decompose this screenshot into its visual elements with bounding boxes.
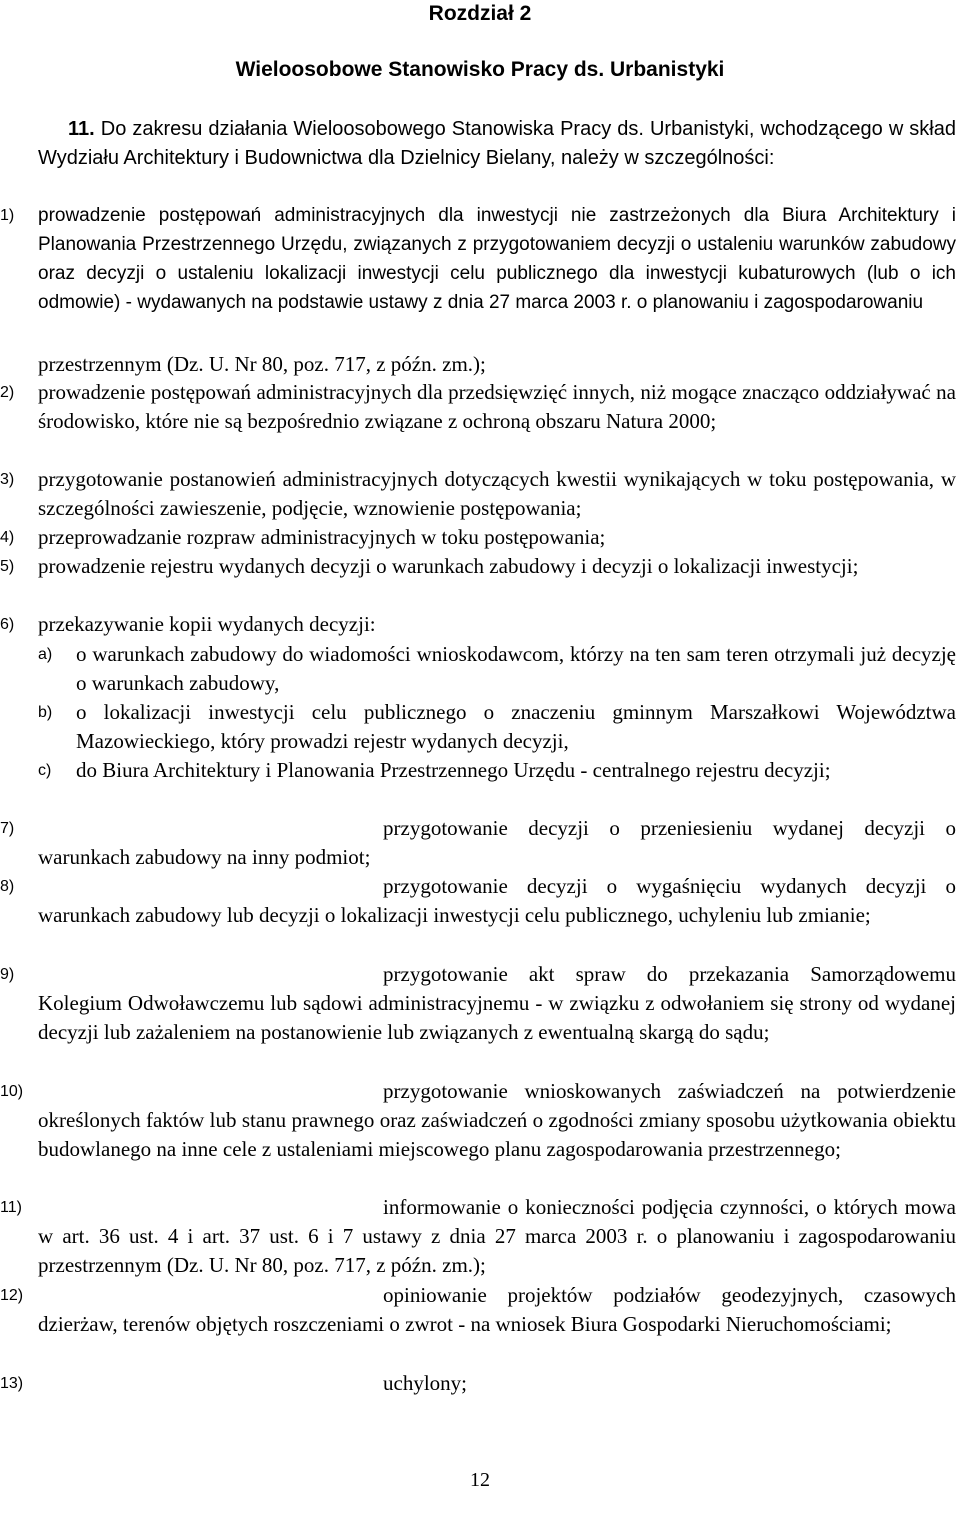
sub-list-item-letter: a): [38, 646, 53, 663]
list-item-text: przygotowanie postanowień administracyjnych dotyczących kwestii wynikających w toku postępowania, w szczególności zawieszenie, podjęcie, wznowienie postępowania;: [38, 467, 956, 520]
list-item-text: przygotowanie akt spraw do przekazania: [383, 962, 790, 986]
sub-list-item-letter: c): [38, 762, 52, 779]
sub-list-item: [38, 640, 956, 698]
list-item-number: 10): [0, 1083, 24, 1100]
list-item-text: uchylony;: [383, 1371, 467, 1395]
list-item-text: przeprowadzanie rozpraw administracyjnych w toku postępowania;: [38, 525, 606, 549]
list-item: [0, 814, 957, 872]
sub-list-item-text: do Biura Architektury i Planowania Przestrzennego Urzędu - centralnego rejestru decyzji;: [76, 758, 831, 782]
list-item-number: 1): [0, 207, 15, 224]
list-item: [0, 1193, 956, 1280]
list-item-text: przestrzennym (Dz. U. Nr 80, poz. 717, z późn. zm.);: [38, 352, 486, 376]
sub-list-item-letter: b): [38, 704, 53, 721]
list-item: [0, 960, 956, 1047]
list-item-text: informowanie o konieczności podjęcia czynności, o: [383, 1195, 827, 1219]
list-item: [0, 872, 956, 930]
section-number: 11.: [68, 118, 95, 140]
list-item-text: prowadzenie postępowań administracyjnych dla przedsięwzięć innych, niż mogące znacząco oddziaływać na środowisko, które nie są bezpośrednio związane z ochroną obszaru Natura 2000;: [38, 380, 956, 433]
list-item-text-continued: czasowych dzierżaw, terenów objętych roszczeniami o zwrot - na wniosek Biura Gospodarki Nieruchomościami;: [38, 1283, 956, 1336]
list-item-text: prowadzenie postępowań administracyjnych dla inwestycji nie zastrzeżonych dla Biura Architektury i Planowania Przestrzennego Urzędu, związanych z przygotowaniem decyzji o ustaleniu warunków zabudowy oraz decyzji o ustaleniu lokalizacji inwestycji celu publicznego dla inwestycji kubaturowych (lub o ich odmowie) - wydawanych na podstawie ustawy z dnia 27 marca 2003 r. o planowaniu i zagospodarowaniu: [38, 205, 956, 313]
list-item-text: przekazywanie kopii wydanych decyzji:: [38, 612, 376, 636]
list-item-number: 13): [0, 1375, 24, 1392]
list-item: [0, 378, 956, 436]
list-item-text-continued: Samorządowemu Kolegium Odwoławczemu lub sądowi administracyjnemu - w związku z odwołaniem się strony od wydanej decyzji lub zażaleniem na postanowienie lub związanych z ewentualną skargą do sądu;: [38, 962, 956, 1044]
list-item-number: 2): [0, 384, 15, 401]
list-item-text-continued: o warunkach zabudowy lub decyzji o lokalizacji inwestycji celu publicznego, uchyleniu lub zmianie;: [38, 874, 956, 927]
sub-list-item-text: o lokalizacji inwestycji celu publicznego o znaczeniu gminnym Marszałkowi Województwa Mazowieckiego, który prowadzi rejestr wydanych decyzji,: [76, 700, 956, 753]
list-item: [0, 1369, 956, 1398]
list-item-number: 5): [0, 558, 15, 575]
section-intro: [38, 115, 956, 173]
section-text: Do zakresu działania Wieloosobowego Stanowiska Pracy ds. Urbanistyki, wchodzącego w skład Wydziału Architektury i Budownictwa dla Dzielnicy Bielany, należy w szczególności:: [38, 118, 956, 169]
list-item-number: 9): [0, 966, 15, 983]
list-item: [0, 465, 956, 523]
unit-title: Wieloosobowe Stanowisko Pracy ds. Urbanistyki: [235, 58, 725, 81]
list-item: [0, 523, 956, 552]
list-item-number: 7): [0, 820, 15, 837]
list-item-number: 3): [0, 471, 15, 488]
list-item-number: 6): [0, 616, 15, 633]
chapter-title: Rozdział 2: [428, 2, 532, 25]
list-item-text: opiniowanie projektów podziałów geodezyjnych,: [383, 1283, 844, 1307]
list-item-text-continued: potwierdzenie określonych faktów lub stanu prawnego oraz zaświadczeń o zgodności zmiany sposobu użytkowania obiektu budowlanego na inne cele z ustaleniami miejscowego planu zagospodarowania przestrzennego;: [38, 1079, 957, 1161]
list-item-text: przygotowanie decyzji o przeniesieniu wydanej decyzji: [383, 816, 926, 840]
list-item-number: 12): [0, 1287, 24, 1304]
sub-list-item: [38, 698, 956, 756]
list-item-text: prowadzenie rejestru wydanych decyzji o warunkach zabudowy i decyzji o lokalizacji inwestycji;: [38, 554, 859, 578]
page-number: 12: [470, 1469, 490, 1491]
list-item: [0, 552, 956, 581]
sub-list-item-text: o warunkach zabudowy do wiadomości wnioskodawcom, którzy na ten sam teren otrzymali już decyzję o warunkach zabudowy,: [76, 642, 956, 695]
list-item-number: 11): [0, 1199, 22, 1216]
list-item: [0, 1281, 956, 1339]
list-item-text-continued: o warunkach zabudowy na inny podmiot;: [38, 816, 957, 869]
list-item-number: 4): [0, 529, 15, 546]
list-item: [0, 201, 956, 317]
list-item-number: 8): [0, 878, 15, 895]
list-item: [0, 1077, 957, 1164]
list-item-text: przygotowanie wnioskowanych zaświadczeń na: [383, 1079, 821, 1103]
list-item-text-continued: których mowa w art. 36 ust. 4 i art. 37 ust. 6 i 7 ustawy z dnia 27 marca 2003 r. o planowaniu i zagospodarowaniu przestrzennym (Dz. U. Nr 80, poz. 717, z późn. zm.);: [38, 1195, 956, 1277]
list-item-continuation: [38, 350, 956, 379]
sub-list-item: [38, 756, 956, 785]
list-item: [0, 610, 956, 639]
list-item-text: przygotowanie decyzji o wygaśnięciu wydanych decyzji: [383, 874, 927, 898]
